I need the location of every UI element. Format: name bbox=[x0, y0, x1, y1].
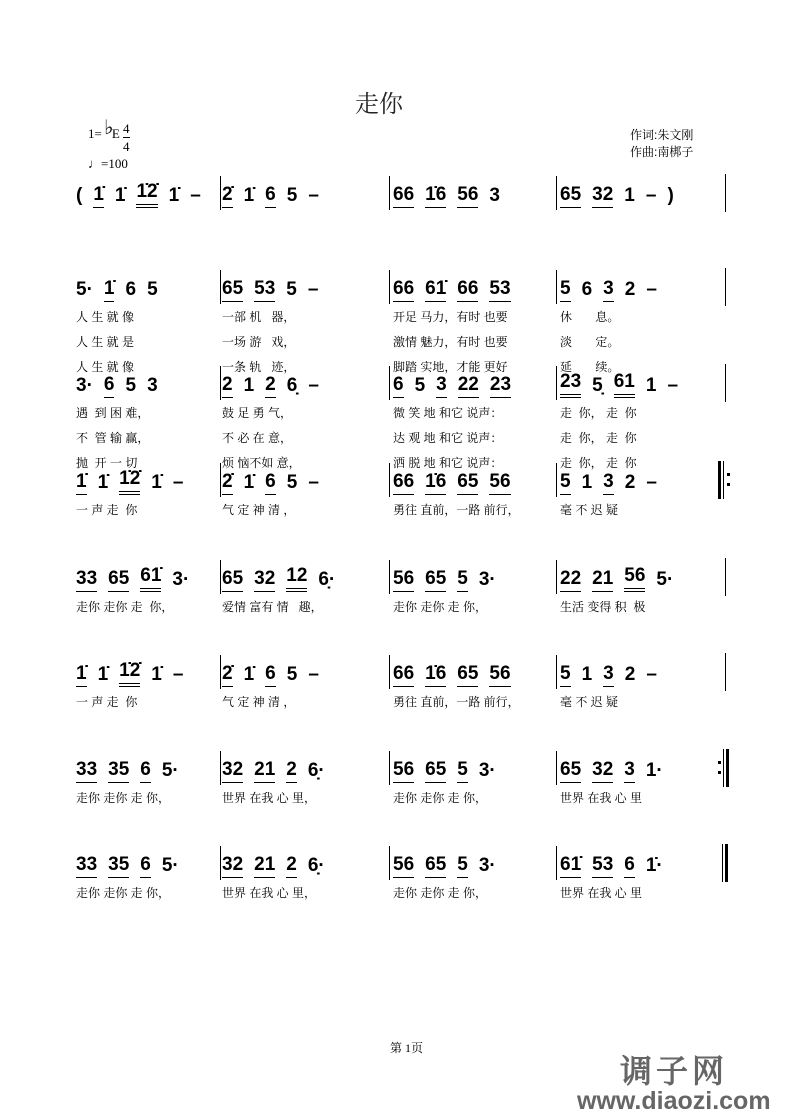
notes-row bbox=[76, 370, 158, 398]
note-group: 66 bbox=[393, 471, 414, 495]
note-group: 65 bbox=[560, 184, 581, 208]
note-group: 6 bbox=[265, 184, 276, 208]
lyric-line: 毫 不 迟 疑 bbox=[560, 695, 619, 709]
note-group: 1̇2̇ bbox=[136, 181, 157, 208]
notes-row bbox=[393, 659, 511, 687]
note-group: 65 bbox=[222, 568, 243, 592]
lyric-line: 遇 到 困 难， bbox=[76, 406, 150, 420]
note-group: 53 bbox=[489, 278, 510, 302]
note-group: 1̇ bbox=[243, 664, 255, 685]
note-group: 6 bbox=[265, 663, 276, 687]
lyric-line: 不 必 在 意， bbox=[222, 431, 293, 445]
notes-row bbox=[222, 755, 325, 783]
page-number: 第 1页 bbox=[390, 1041, 424, 1055]
note-group: 5 bbox=[457, 854, 468, 878]
note-group: 1̇ bbox=[114, 185, 126, 206]
note-group: 3 bbox=[624, 759, 635, 783]
note-group: 1̇ bbox=[243, 185, 255, 206]
note-group: 23 bbox=[490, 374, 511, 398]
lyric-line: 洒 脱 地 和它 说声： bbox=[393, 456, 503, 470]
lyric-line: 世界 在我 心 里 bbox=[560, 886, 643, 900]
note-group: 3 bbox=[603, 471, 614, 495]
bar-line bbox=[556, 751, 557, 785]
note-group: 23 bbox=[560, 371, 581, 398]
notes-row bbox=[76, 850, 179, 878]
lyric-line: 一部 机 器， bbox=[222, 310, 296, 324]
note-group: 5 bbox=[286, 664, 298, 685]
bar-line bbox=[556, 366, 557, 400]
note-group: 2 bbox=[286, 854, 297, 878]
bar-line bbox=[389, 270, 390, 304]
notes-row bbox=[76, 467, 183, 495]
note-group: 56 bbox=[393, 568, 414, 592]
lyric-line: 淡 定。 bbox=[560, 335, 620, 349]
notes-row bbox=[222, 467, 319, 495]
key-letter: E bbox=[111, 126, 120, 141]
lyric-line: 一场 游 戏， bbox=[222, 335, 296, 349]
note-group: 1 bbox=[243, 375, 255, 396]
note-group: 6 bbox=[265, 471, 276, 495]
bar-line bbox=[220, 463, 221, 497]
note-group: 1̇2̇ bbox=[119, 660, 140, 687]
measure bbox=[393, 564, 496, 614]
note-group: – bbox=[667, 375, 679, 396]
notes-row bbox=[560, 659, 657, 687]
note-group: 22 bbox=[560, 568, 581, 592]
measure bbox=[222, 467, 319, 517]
notes-row bbox=[76, 274, 158, 302]
measure bbox=[560, 467, 657, 517]
lyricist: 作词:朱文刚 bbox=[630, 128, 694, 142]
lyric-line: 人 生 就 像 bbox=[76, 310, 135, 324]
note-group: 5 bbox=[286, 185, 298, 206]
lyric-line: 微 笑 地 和它 说声： bbox=[393, 406, 503, 420]
note-group: 6 bbox=[125, 279, 137, 300]
measure bbox=[76, 850, 179, 900]
bar-line bbox=[220, 560, 221, 594]
lyric-line: 达 观 地 和它 说声： bbox=[393, 431, 503, 445]
note-group: 5 bbox=[560, 471, 571, 495]
measure bbox=[76, 274, 158, 374]
lyric-line: 生活 变得 积 极 bbox=[560, 600, 646, 614]
note-group: 33 bbox=[76, 568, 97, 592]
bar-line bbox=[556, 176, 557, 210]
notes-row bbox=[222, 850, 325, 878]
measure bbox=[393, 467, 520, 517]
note-group: 21 bbox=[254, 759, 275, 783]
note-group: 1 bbox=[624, 185, 635, 206]
note-group: – bbox=[172, 664, 184, 685]
measure bbox=[560, 850, 663, 900]
note-group: 5̣ bbox=[592, 375, 603, 396]
lyric-line: 走 你， 走 你 bbox=[560, 406, 637, 420]
bar-line bbox=[725, 174, 726, 212]
lyric-line: 休 息。 bbox=[560, 310, 620, 324]
notes-row bbox=[222, 564, 335, 592]
notes-row bbox=[560, 370, 678, 398]
lyric-line: 气 定 神 清 ， bbox=[222, 695, 296, 709]
lyric-line: 走你 走你 走 你， bbox=[76, 886, 171, 900]
time-sig-bottom: 4 bbox=[123, 139, 130, 154]
bar-line bbox=[389, 655, 390, 689]
note-group: 35 bbox=[108, 854, 129, 878]
bar-line bbox=[556, 560, 557, 594]
note-group: 5 bbox=[414, 375, 426, 396]
note-group: 33 bbox=[76, 854, 97, 878]
notes-row bbox=[222, 274, 318, 302]
lyric-line: 走 你， 走 你 bbox=[560, 456, 637, 470]
note-group: 1 bbox=[581, 472, 593, 493]
note-group: 32 bbox=[592, 184, 613, 208]
note-group: 1̇ bbox=[168, 185, 180, 206]
note-group: 65 bbox=[457, 663, 478, 687]
lyric-line: 走你 走你 走 你， bbox=[76, 791, 171, 805]
note-group: 56 bbox=[489, 663, 510, 687]
lyric-line: 勇往 直前，一路 前行， bbox=[393, 503, 520, 517]
note-group: 56 bbox=[489, 471, 510, 495]
bar-line bbox=[725, 268, 726, 306]
measure bbox=[222, 370, 319, 470]
lyric-line: 走你 走你 走 你， bbox=[393, 886, 488, 900]
bar-line bbox=[220, 846, 221, 880]
note-group: 33 bbox=[76, 759, 97, 783]
note-group: 1̇6 bbox=[425, 184, 446, 208]
lyric-line: 世界 在我 心 里 bbox=[560, 791, 643, 805]
note-group: 2̇ bbox=[222, 184, 233, 208]
note-group: 1 bbox=[645, 375, 657, 396]
lyric-line: 开足 马力，有时 也要 bbox=[393, 310, 508, 324]
notes-row bbox=[560, 467, 657, 495]
note-group: 5· bbox=[656, 569, 674, 590]
lyric-line: 人 生 就 像 bbox=[76, 360, 135, 374]
measure bbox=[393, 659, 520, 709]
credits bbox=[630, 127, 693, 161]
measure bbox=[222, 274, 319, 374]
lyric-line: 一 声 走 你 bbox=[76, 503, 138, 517]
note-group: 2̇ bbox=[222, 663, 233, 687]
measure bbox=[393, 850, 496, 900]
notes-row bbox=[393, 564, 496, 592]
lyric-line: 烦 恼不如 意， bbox=[222, 456, 301, 470]
note-group: 2 bbox=[222, 374, 233, 398]
time-signature bbox=[123, 120, 130, 155]
note-group: – bbox=[308, 472, 319, 493]
note-group: 32 bbox=[254, 568, 275, 592]
note-group: 66 bbox=[393, 663, 414, 687]
note-group: 32 bbox=[222, 759, 243, 783]
note-group: 1̇ bbox=[151, 664, 162, 685]
note-group: 1̇ bbox=[97, 664, 109, 685]
measure bbox=[222, 659, 319, 709]
bar-line bbox=[725, 653, 726, 691]
notes-row bbox=[560, 564, 673, 592]
flat-icon: ♭ bbox=[104, 115, 114, 139]
watermark-url: www.diaozi.com bbox=[577, 1087, 771, 1115]
measure bbox=[222, 755, 325, 805]
note-group: 12 bbox=[286, 565, 307, 592]
note-group: – bbox=[172, 472, 184, 493]
note-group: 66 bbox=[393, 184, 414, 208]
note-group: 3 bbox=[603, 278, 614, 302]
note-group: 56 bbox=[393, 854, 414, 878]
note-group: 2̇ bbox=[222, 471, 233, 495]
note-group: 3· bbox=[172, 569, 190, 590]
note-group: – bbox=[308, 664, 319, 685]
bar-line bbox=[556, 655, 557, 689]
notes-row bbox=[393, 180, 500, 208]
note-group: 3 bbox=[436, 374, 447, 398]
measure bbox=[76, 564, 190, 614]
note-group: 65 bbox=[425, 568, 446, 592]
lyric-line: 激情 魅力，有时 也要 bbox=[393, 335, 508, 349]
note-group: – bbox=[190, 185, 201, 206]
note-group: 35 bbox=[108, 759, 129, 783]
note-group: 66 bbox=[457, 278, 478, 302]
measure bbox=[222, 564, 336, 614]
note-group: – bbox=[308, 185, 319, 206]
lyric-line: 延 续。 bbox=[560, 360, 620, 374]
bar-line bbox=[556, 846, 557, 880]
note-group: 61̇ bbox=[425, 278, 446, 302]
note-group: 5 bbox=[286, 279, 297, 300]
note-group: 65 bbox=[425, 759, 446, 783]
measure bbox=[393, 180, 500, 210]
bar-line bbox=[556, 270, 557, 304]
measure bbox=[76, 180, 201, 210]
note-group: – bbox=[646, 664, 657, 685]
note-group: 1̇ bbox=[76, 471, 87, 495]
measure bbox=[560, 755, 663, 805]
composer: 作曲:南梆子 bbox=[630, 145, 694, 159]
notes-row bbox=[222, 659, 319, 687]
note-group: 5 bbox=[457, 568, 468, 592]
notes-row bbox=[560, 274, 657, 302]
bar-line bbox=[389, 366, 390, 400]
lyric-line: 气 定 神 清 ， bbox=[222, 503, 296, 517]
note-group: 65 bbox=[222, 278, 243, 302]
measure bbox=[222, 180, 319, 210]
note-group: 56 bbox=[624, 565, 645, 592]
note-group: 65 bbox=[108, 568, 129, 592]
note-group: – bbox=[645, 185, 657, 206]
note-group: 2 bbox=[624, 664, 636, 685]
note-group: ( bbox=[76, 185, 83, 206]
lyric-line: 世界 在我 心 里， bbox=[222, 791, 317, 805]
notes-row bbox=[222, 370, 319, 398]
notes-row bbox=[560, 755, 663, 783]
measure bbox=[393, 755, 496, 805]
note-group: – bbox=[308, 375, 319, 396]
note-group: 3· bbox=[478, 760, 496, 781]
note-group: 32 bbox=[222, 854, 243, 878]
note-group: – bbox=[646, 472, 657, 493]
lyric-line: 抛 开 一 切 bbox=[76, 456, 138, 470]
notes-row bbox=[393, 467, 511, 495]
measure bbox=[222, 850, 325, 900]
note-group: 1· bbox=[645, 760, 663, 781]
note-group: 5· bbox=[161, 760, 179, 781]
note-group: ) bbox=[667, 185, 674, 206]
lyric-line: 世界 在我 心 里， bbox=[222, 886, 317, 900]
bar-line bbox=[389, 751, 390, 785]
note-group: 1̇2̇ bbox=[119, 468, 140, 495]
note-group: – bbox=[646, 279, 657, 300]
measure bbox=[560, 274, 657, 374]
notes-row bbox=[393, 370, 511, 398]
lyric-line: 勇往 直前，一路 前行， bbox=[393, 695, 520, 709]
note-group: 1 bbox=[581, 664, 593, 685]
note-group: 5 bbox=[125, 375, 137, 396]
note-group: 5· bbox=[161, 855, 179, 876]
bar-line bbox=[725, 558, 726, 596]
watermark-logo: 调子网 bbox=[620, 1053, 729, 1089]
note-group: 5· bbox=[76, 279, 93, 300]
note-group: 1̇ bbox=[104, 278, 115, 302]
notes-row bbox=[76, 659, 183, 687]
lyric-line: 走你 走你 走 你， bbox=[76, 600, 174, 614]
measure bbox=[393, 370, 512, 470]
bar-line bbox=[220, 655, 221, 689]
bar-line bbox=[220, 270, 221, 304]
note-group: 1̇6 bbox=[425, 471, 446, 495]
note-group: 21 bbox=[592, 568, 613, 592]
note-group: 3 bbox=[147, 375, 158, 396]
measure bbox=[560, 564, 674, 614]
lyric-line: 一 声 走 你 bbox=[76, 695, 138, 709]
note-group: 6 bbox=[140, 759, 151, 783]
time-sig-top: 4 bbox=[123, 121, 130, 136]
lyric-line: 走你 走你 走 你， bbox=[393, 791, 488, 805]
note-group: 61 bbox=[614, 371, 635, 398]
note-group: 53 bbox=[254, 278, 275, 302]
notes-row bbox=[393, 755, 496, 783]
tempo-marking: ♩=100 bbox=[88, 156, 128, 171]
note-group: 2 bbox=[265, 374, 276, 398]
note-group: 1̇· bbox=[645, 855, 663, 876]
note-group: 22 bbox=[458, 374, 479, 398]
note-group: 5 bbox=[147, 279, 158, 300]
lyric-line: 毫 不 迟 疑 bbox=[560, 503, 619, 517]
note-group: 65 bbox=[457, 471, 478, 495]
note-group: 3 bbox=[489, 185, 500, 206]
note-group: 6 bbox=[140, 854, 151, 878]
note-group: 1̇6 bbox=[425, 663, 446, 687]
note-group: 6 bbox=[104, 374, 115, 398]
note-group: 6̣· bbox=[307, 760, 325, 781]
note-group: 1̇ bbox=[243, 472, 255, 493]
lyric-line: 脚踏 实地，才能 更好 bbox=[393, 360, 508, 374]
note-group: 5 bbox=[560, 278, 571, 302]
bar-line bbox=[389, 560, 390, 594]
measure bbox=[76, 659, 184, 709]
note-group: 3 bbox=[603, 663, 614, 687]
note-group: 3· bbox=[76, 375, 93, 396]
note-group: 6 bbox=[624, 854, 635, 878]
song-title: 走你 bbox=[355, 90, 403, 118]
note-group: 65 bbox=[560, 759, 581, 783]
notes-row bbox=[560, 180, 674, 208]
lyric-line: 爱情 富有 情 趣， bbox=[222, 600, 323, 614]
note-group: 1̇ bbox=[93, 184, 104, 208]
bar-line bbox=[725, 364, 726, 402]
note-group: 65 bbox=[425, 854, 446, 878]
note-group: 2 bbox=[286, 759, 297, 783]
notes-row bbox=[222, 180, 319, 208]
measure bbox=[393, 274, 511, 374]
bar-line bbox=[389, 846, 390, 880]
measure bbox=[76, 370, 158, 470]
note-group: 1̇ bbox=[151, 472, 162, 493]
bar-line bbox=[220, 176, 221, 210]
note-group: 6̣ bbox=[286, 375, 298, 396]
note-group: 2 bbox=[624, 472, 636, 493]
lyric-line: 人 生 就 是 bbox=[76, 335, 135, 349]
notes-row bbox=[393, 274, 511, 302]
note-group: 56 bbox=[457, 184, 478, 208]
note-group: 66 bbox=[393, 278, 414, 302]
measure bbox=[76, 755, 179, 805]
notes-row bbox=[393, 850, 496, 878]
bar-line bbox=[556, 463, 557, 497]
notes-row bbox=[76, 755, 179, 783]
bar-line bbox=[220, 751, 221, 785]
note-group: 56 bbox=[393, 759, 414, 783]
bar-line bbox=[389, 176, 390, 210]
lyric-line: 不 管 输 赢， bbox=[76, 431, 150, 445]
note-group: – bbox=[307, 279, 319, 300]
note-group: 1̇ bbox=[76, 663, 87, 687]
note-group: 6̣· bbox=[307, 855, 325, 876]
lyric-line: 走 你， 走 你 bbox=[560, 431, 637, 445]
lyric-line: 一条 轨 迹， bbox=[222, 360, 296, 374]
note-group: 6̣· bbox=[318, 569, 336, 590]
measure bbox=[76, 467, 184, 517]
bar-line bbox=[220, 366, 221, 400]
bar-line bbox=[389, 463, 390, 497]
lyric-line: 走你 走你 走 你， bbox=[393, 600, 488, 614]
note-group: 5 bbox=[286, 472, 298, 493]
note-group: 5 bbox=[457, 759, 468, 783]
note-group: 61̇ bbox=[140, 565, 161, 592]
note-group: 5 bbox=[560, 663, 571, 687]
measure bbox=[560, 659, 657, 709]
note-group: 3· bbox=[478, 855, 496, 876]
measure bbox=[560, 370, 679, 470]
note-group: 1̇ bbox=[97, 472, 109, 493]
note-group: 53 bbox=[592, 854, 613, 878]
notes-row bbox=[76, 180, 201, 208]
key-label: 1= bbox=[88, 126, 102, 141]
note-group: 61̇ bbox=[560, 854, 581, 878]
lyric-line: 鼓 足 勇 气， bbox=[222, 406, 293, 420]
note-group: 3· bbox=[478, 569, 496, 590]
note-group: 21 bbox=[254, 854, 275, 878]
note-group: 32 bbox=[592, 759, 613, 783]
note-group: 6 bbox=[581, 279, 593, 300]
measure bbox=[560, 180, 674, 210]
note-group: 2 bbox=[624, 279, 636, 300]
notes-row bbox=[76, 564, 189, 592]
note-group: 6 bbox=[393, 374, 404, 398]
notes-row bbox=[560, 850, 663, 878]
